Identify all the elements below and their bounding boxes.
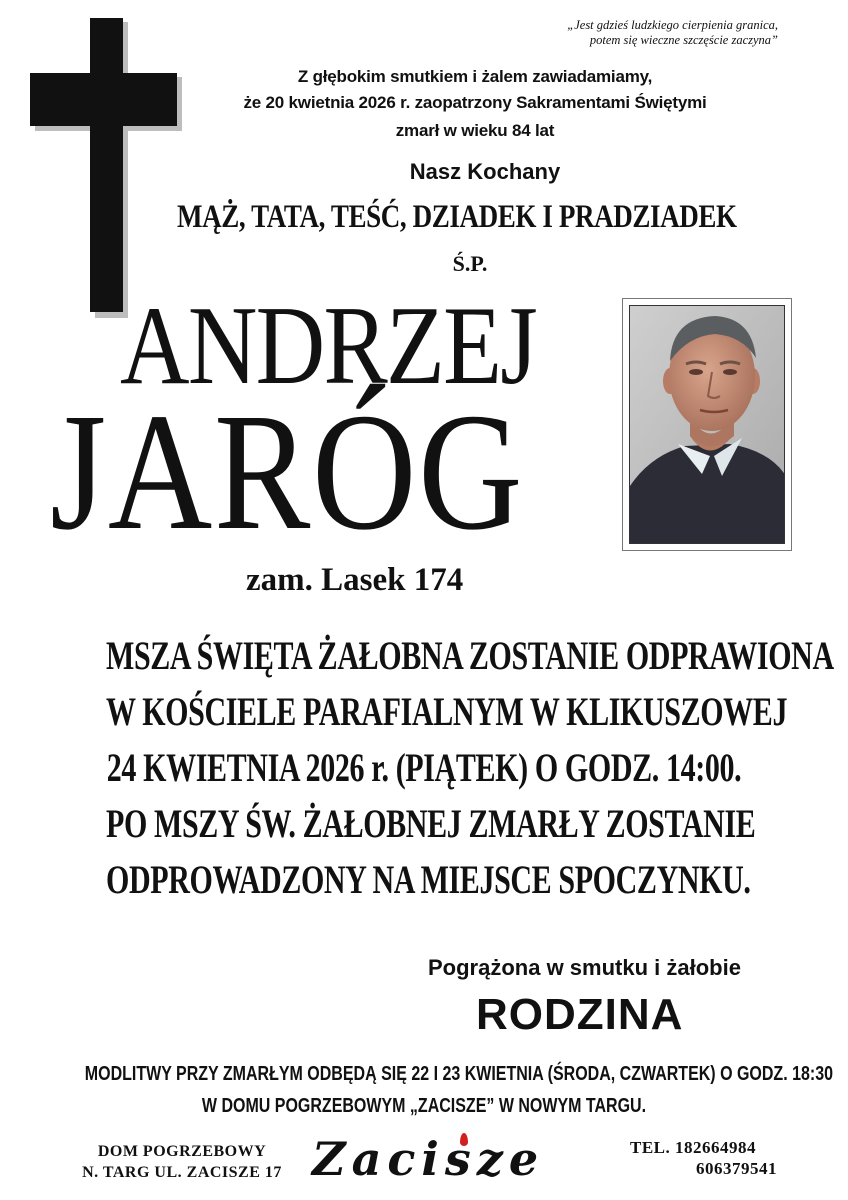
intro-line-3: zmarł w wieku 84 lat — [395, 121, 555, 140]
deceased-first-name: ANDRZEJ — [120, 284, 537, 408]
prayers-line-1: MODLITWY PRZY ZMARŁYM ODBĘDĄ SIĘ 22 I 23 KWIETNIA (ŚRODA, CZWARTEK) O GODZ. 18:30 — [84, 1063, 834, 1085]
subheading: Nasz Kochany — [409, 159, 561, 184]
deceased-portrait — [629, 305, 785, 544]
deceased-last-name: JARÓG — [50, 379, 525, 565]
phone-line-1: TEL. 182664984 — [630, 1138, 757, 1157]
funeral-home-logo — [312, 1130, 612, 1185]
sp-label: Ś.P. — [452, 251, 488, 276]
family-label: RODZINA — [476, 990, 684, 1039]
phone-numbers — [630, 1137, 777, 1179]
intro-line-1: Z głębokim smutkiem i żalem zawiadamiamy, — [297, 67, 653, 86]
mass-announcement — [106, 628, 834, 908]
deceased-address: zam. Lasek 174 — [246, 562, 464, 598]
mourners-line: Pogrążona w smutku i żałobie — [428, 955, 741, 980]
prayers-info — [84, 1058, 834, 1122]
quote-line-2: potem się wieczne szczęście zaczyna” — [589, 33, 778, 47]
relations: MĄŻ, TATA, TEŚĆ, DZIADEK I PRADZIADEK — [177, 199, 737, 235]
intro-text — [160, 66, 790, 142]
cross-icon — [30, 18, 182, 318]
quote — [458, 18, 778, 48]
phone-line-2: 606379541 — [696, 1159, 777, 1178]
mass-line-4: PO MSZY ŚW. ŻAŁOBNEJ ZMARŁY ZOSTANIE — [106, 801, 756, 846]
mass-line-1: MSZA ŚWIĘTA ŻAŁOBNA ZOSTANIE ODPRAWIONA — [106, 633, 834, 678]
intro-line-2: że 20 kwietnia 2026 r. zaopatrzony Sakramentami Świętymi — [243, 93, 707, 112]
funeral-home-name: DOM POGRZEBOWY — [97, 1143, 267, 1160]
prayers-line-2: W DOMU POGRZEBOWYM „ZACISZE” W NOWYM TARGU. — [201, 1095, 647, 1117]
funeral-home-street: N. TARG UL. ZACISZE 17 — [82, 1164, 282, 1181]
funeral-home-address — [52, 1141, 312, 1183]
mass-line-2: W KOŚCIELE PARAFIALNYM W KLIKUSZOWEJ — [106, 689, 788, 734]
quote-line-1: „Jest gdzieś ludzkiego cierpienia granica, — [567, 18, 778, 32]
mass-line-3: 24 KWIETNIA 2026 r. (PIĄTEK) O GODZ. 14:00. — [106, 745, 742, 790]
logo-text: Zacisze — [312, 1132, 545, 1186]
mass-line-5: ODPROWADZONY NA MIEJSCE SPOCZYNKU. — [106, 857, 751, 902]
